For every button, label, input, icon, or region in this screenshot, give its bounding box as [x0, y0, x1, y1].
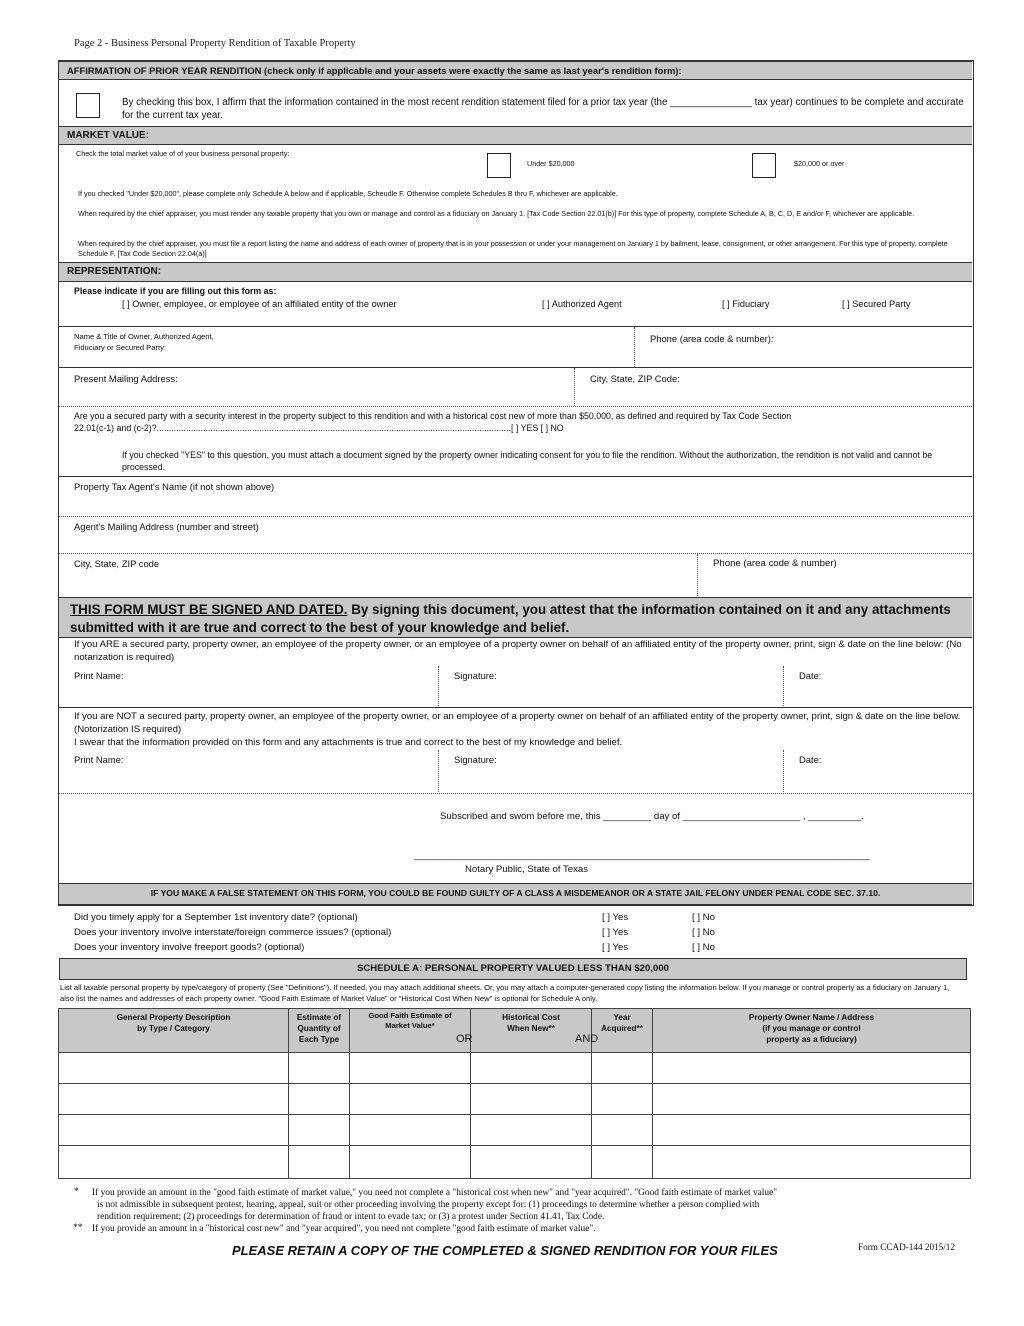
signature-banner — [59, 597, 972, 638]
over-20000-checkbox[interactable] — [752, 153, 776, 178]
city-state-zip-input[interactable] — [710, 372, 968, 402]
name-title-input[interactable] — [260, 332, 630, 364]
cell-owner[interactable] — [653, 1053, 971, 1084]
affirmation-checkbox[interactable] — [76, 93, 100, 118]
cell-description[interactable] — [59, 1053, 289, 1084]
agent-address-input[interactable] — [330, 520, 966, 550]
sworn-line: Subscribed and swom before me, this _________ day of ______________________ , __________. — [440, 811, 865, 822]
col-historical-cost — [471, 1009, 599, 1053]
affirmation-header — [59, 61, 972, 80]
col-owner — [653, 1009, 971, 1053]
footnote-1-line-3: rendition requirement; (2) proceedings for determination of fraud or intent to evade tax; or (3) a protest under Section 41.41, Tax Code. — [97, 1212, 605, 1222]
cell-owner[interactable] — [653, 1146, 971, 1179]
print-name-input-2[interactable] — [140, 766, 432, 790]
signature-label-2: Signature: — [454, 754, 497, 765]
table-row — [59, 1053, 971, 1084]
cell-good-faith[interactable] — [350, 1053, 471, 1084]
cell-historical-cost[interactable] — [471, 1084, 592, 1115]
agent-phone-input[interactable] — [850, 557, 968, 591]
retain-copy-notice: PLEASE RETAIN A COPY OF THE COMPLETED & SIGNED RENDITION FOR YOUR FILES — [232, 1243, 778, 1258]
cell-description[interactable] — [59, 1115, 289, 1146]
col-desc-line-2: by Type / Category — [137, 1024, 210, 1033]
inventory-q1-no[interactable]: [ ] No — [692, 912, 715, 923]
representation-header — [59, 262, 972, 282]
col-good-faith — [350, 1009, 471, 1053]
market-value-note-2: When required by the chief appraiser, you must render any taxable property that you own or manage and control as a fiduciary on January 1. [Tax Code Section 22.01(b)] For this type of property, complete Schedule A, B, C, D, E and/or F, whichever are applicable. — [78, 209, 915, 218]
and-label: AND — [575, 1033, 599, 1045]
signature-label-1: Signature: — [454, 670, 497, 681]
table-row — [59, 1146, 971, 1179]
date-input-1[interactable] — [830, 682, 968, 704]
footnote-star-1-mark: * — [74, 1187, 79, 1197]
col-yr-line-1: Year — [613, 1013, 631, 1022]
col-owner-line-3: property as a fiduciary) — [766, 1035, 857, 1044]
col-desc-line-1: General Property Description — [116, 1013, 231, 1022]
inventory-q1-yes[interactable]: [ ] Yes — [602, 912, 629, 923]
market-value-heading: MARKET VALUE: — [67, 130, 150, 141]
market-value-note-1: If you checked "Under $20,000", please complete only Schedule A below and if applicable, Scheudle F. Otherwise complete Schedules B thru F, whichever are applicable. — [78, 189, 618, 198]
col-hc-line-2: When New** — [507, 1024, 555, 1033]
under-20000-label: Under $20,000 — [527, 159, 575, 168]
schedule-a-table — [58, 1008, 971, 1179]
cell-description[interactable] — [59, 1084, 289, 1115]
table-row — [59, 1115, 971, 1146]
agent-city-label: City, State, ZIP code — [74, 558, 160, 569]
representation-prompt: Please indicate if you are filling out this form as: — [74, 286, 277, 296]
agent-city-input[interactable] — [200, 557, 690, 591]
footnote-star-2-mark: ** — [73, 1223, 83, 1233]
print-name-input-1[interactable] — [140, 682, 432, 704]
secured-note: If you checked "YES" to this question, you must attach a document signed by the property owner indicating consent for you to file the rendition. Without the authorization, the rendition is not valid and cannot be processed. — [122, 450, 933, 472]
cell-historical-cost[interactable] — [471, 1146, 592, 1179]
cell-quantity[interactable] — [289, 1084, 350, 1115]
col-hc-line-1: Historical Cost — [502, 1013, 560, 1022]
cell-quantity[interactable] — [289, 1053, 350, 1084]
signature-input-1[interactable] — [520, 682, 778, 704]
notary-signature-line[interactable]: ___________________________________________________________________________________________ — [414, 850, 870, 860]
signature-banner-text: By signing this document, you attest that the information contained on it and any attachments submitted with it are true and correct to the best of your knowledge and belief. — [70, 602, 951, 635]
schedule-a-header — [59, 958, 967, 980]
cell-quantity[interactable] — [289, 1115, 350, 1146]
col-description — [59, 1009, 289, 1053]
market-value-prompt: Check the total market value of of your business personal property: — [76, 149, 290, 158]
col-owner-line-2: (if you manage or control — [762, 1024, 861, 1033]
signature-input-2[interactable] — [520, 766, 778, 790]
option-authorized-agent[interactable]: [ ] Authorized Agent — [542, 299, 622, 309]
secured-question-1: Are you a secured party with a security interest in the property subject to this rendition and with a historical cost new of more than $50,000, as defined and required by Tax Code Section — [74, 411, 792, 421]
inventory-question-1: Did you timely apply for a September 1st inventory date? (optional) — [74, 912, 358, 923]
secured-question-2: 22.01(c-1) and (c-2)?.................................................................................................................................................[ ] YES [ ] NO — [74, 423, 564, 433]
col-gf-line-2: Market Value* — [385, 1021, 435, 1030]
cell-year[interactable] — [592, 1053, 653, 1084]
owner-signing-text: If you ARE a secured party, property owner, an employee of the property owner, or an employee of a property owner on behalf of an affiliated entity of the property owner, print, sign & date on the line below: (No notarization is required) — [74, 639, 962, 663]
col-qty-line-1: Estimate of — [296, 1013, 342, 1022]
print-name-label-2: Print Name: — [74, 754, 124, 765]
phone-input[interactable] — [796, 332, 968, 364]
over-20000-label: $20,000 or over — [794, 159, 845, 168]
cell-year[interactable] — [592, 1146, 653, 1179]
mailing-address-input[interactable] — [200, 372, 568, 402]
page-header: Page 2 - Business Personal Property Rendition of Taxable Property — [74, 38, 356, 49]
cell-historical-cost[interactable] — [471, 1053, 592, 1084]
warning-banner — [59, 883, 972, 905]
representation-heading: REPRESENTATION: — [67, 266, 162, 277]
name-title-label-1: Name & Title of Owner, Authorized Agent, — [74, 332, 214, 341]
phone-label: Phone (area code & number): — [650, 333, 774, 344]
inventory-q2-no[interactable]: [ ] No — [692, 927, 715, 938]
form-id: Form CCAD-144 2015/12 — [858, 1242, 955, 1252]
col-gf-line-1: Good Faith Estimate of — [368, 1011, 452, 1020]
date-label-1: Date: — [799, 670, 822, 681]
cell-year[interactable] — [592, 1115, 653, 1146]
cell-owner[interactable] — [653, 1084, 971, 1115]
col-quantity — [289, 1009, 350, 1053]
schedule-a-header-row — [59, 1009, 971, 1053]
footnote-1-line-1: If you provide an amount in the "good faith estimate of market value," you need not complete a "historical cost when new" and "year acquired". "Good faith estimate of market value" — [92, 1188, 778, 1198]
col-owner-line-1: Property Owner Name / Address — [748, 1013, 875, 1022]
cell-description[interactable] — [59, 1146, 289, 1179]
date-label-2: Date: — [799, 754, 822, 765]
inventory-question-3: Does your inventory involve freeport goods? (optional) — [74, 942, 305, 953]
agent-address-label: Agent's Mailing Address (number and street) — [74, 521, 259, 532]
cell-quantity[interactable] — [289, 1146, 350, 1179]
cell-historical-cost[interactable] — [471, 1115, 592, 1146]
date-input-2[interactable] — [830, 766, 968, 790]
schedule-a-intro: List all taxable personal property by type/category of property (See "Definitions"). If needed, you may attach additional sheets. Or, you may attach a computer-generated copy listing the information below. If you manage or control property as a fiduciary on January 1, also list the names and addresses of each property owner. "Good Faith Estimate of Market Value" or "Historical Cost When New" is optional for Schedule A only. — [60, 983, 950, 1003]
agent-name-label: Property Tax Agent's Name (if not shown above) — [74, 481, 275, 492]
table-row — [59, 1084, 971, 1115]
footnote-1-line-2: is not admissible in subsequent protest, hearing, appeal, suit or other proceeding involving the property except for: (1) proceedings to determine whether a person complied with — [97, 1200, 760, 1210]
swear-text: I swear that the information provided on this form and any attachments is true and correct to the best of my knowledge and belief. — [74, 737, 623, 748]
col-yr-line-2: Acquired** — [601, 1024, 643, 1033]
notary-signing-text: If you are NOT a secured party, property owner, an employee of the property owner, or an employee of a property owner on behalf of an affiliated entity of the property owner, print, sign & date on the line below. (Notorization IS required) — [74, 711, 961, 735]
option-fiduciary[interactable]: [ ] Fiduciary — [722, 299, 770, 309]
mailing-address-label: Present Mailing Address: — [74, 373, 178, 384]
inventory-q3-yes[interactable]: [ ] Yes — [602, 942, 629, 953]
name-title-label-2: Fiduciary or Secured Party: — [74, 343, 167, 352]
col-year — [592, 1009, 653, 1053]
or-label: OR — [456, 1033, 473, 1045]
option-owner[interactable]: [ ] Owner, employee, or employee of an affiliated entity of the owner — [122, 299, 397, 309]
cell-good-faith[interactable] — [350, 1115, 471, 1146]
schedule-a-heading: SCHEDULE A: PERSONAL PROPERTY VALUED LESS THAN $20,000 — [356, 963, 670, 974]
inventory-q3-no[interactable]: [ ] No — [692, 942, 715, 953]
agent-phone-label: Phone (area code & number) — [713, 558, 837, 569]
under-20000-checkbox[interactable] — [487, 153, 511, 178]
cell-good-faith[interactable] — [350, 1084, 471, 1115]
cell-owner[interactable] — [653, 1115, 971, 1146]
col-qty-line-2: Quantity of — [297, 1024, 341, 1033]
print-name-label-1: Print Name: — [74, 670, 124, 681]
footnote-2-line-1: If you provide an amount in a "historical cost new" and "year acquired", you need not complete "good faith estimate of market value". — [92, 1224, 596, 1234]
agent-name-input[interactable] — [330, 480, 966, 512]
notary-public-label: Notary Public, State of Texas — [465, 864, 589, 875]
market-value-note-3: When required by the chief appraiser, you must file a report listing the name and address of each owner of property that is in your possession or under your management on January 1 by bailment, lease, consignment, or other arrangement. For this type of property, complete Schedule F. [Tax Code Section 22.04(a)] — [78, 239, 948, 258]
cell-good-faith[interactable] — [350, 1146, 471, 1179]
affirmation-text: By checking this box, I affirm that the information contained in the most recent rendition statement filed for a prior tax year (the _______________ tax year) continues to be complete and accurate for the current tax year. — [122, 97, 964, 121]
signature-banner-underlined: THIS FORM MUST BE SIGNED AND DATED. — [70, 602, 348, 617]
cell-year[interactable] — [592, 1084, 653, 1115]
affirmation-heading: AFFIRMATION OF PRIOR YEAR RENDITION (check only if applicable and your assets were exactly the same as last year's rendition form): — [67, 65, 682, 76]
option-secured-party[interactable]: [ ] Secured Party — [842, 299, 911, 309]
city-state-zip-label: City, State, ZIP Code: — [590, 373, 680, 384]
market-value-header — [59, 126, 972, 145]
warning-text: IF YOU MAKE A FALSE STATEMENT ON THIS FORM, YOU COULD BE FOUND GUILTY OF A CLASS A MISDEMEANOR OR A STATE JAIL FELONY UNDER PENAL CODE SEC. 37.10. — [150, 888, 881, 898]
inventory-question-2: Does your inventory involve interstate/foreign commerce issues? (optional) — [74, 927, 392, 938]
inventory-q2-yes[interactable]: [ ] Yes — [602, 927, 629, 938]
col-qty-line-3: Each Type — [298, 1035, 340, 1044]
